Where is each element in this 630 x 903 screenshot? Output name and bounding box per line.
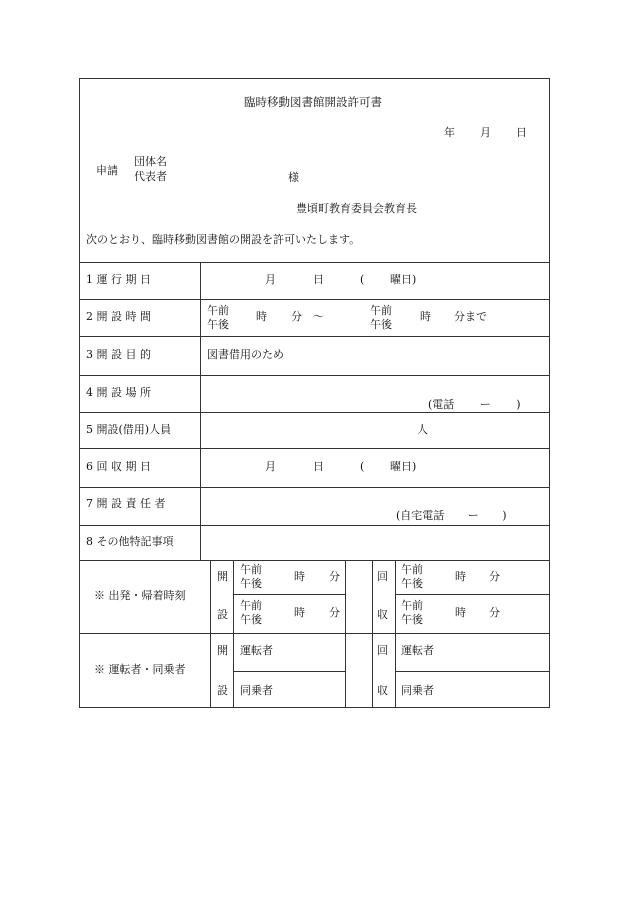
form-title: 臨時移動図書館開設許可書 xyxy=(244,95,382,109)
collect-return-hour: 時 xyxy=(455,606,466,619)
collect-depart-minute: 分 xyxy=(489,570,500,583)
operation-date-weekday: 曜日) xyxy=(390,273,417,286)
open-return-pm: 午後 xyxy=(240,613,262,626)
hours-start-pm: 午後 xyxy=(207,318,229,331)
departure-collect-char-1: 回 xyxy=(377,570,388,583)
hours-start-am: 午前 xyxy=(207,304,229,317)
purpose-label: 3 開 設 目 的 xyxy=(86,348,151,361)
collection-date-label: 6 回 収 期 日 xyxy=(86,460,151,473)
crew-collect-char-2: 収 xyxy=(377,684,388,697)
personnel-unit: 人 xyxy=(417,423,428,436)
hours-end-am: 午前 xyxy=(370,304,392,317)
open-depart-hour: 時 xyxy=(294,570,305,583)
date-day: 日 xyxy=(516,126,527,139)
date-year: 年 xyxy=(444,126,455,139)
collect-passenger-label: 同乗者 xyxy=(401,684,434,697)
hours-start-minute: 分 xyxy=(291,310,302,323)
hours-end-hour: 時 xyxy=(420,310,431,323)
collect-depart-hour: 時 xyxy=(455,570,466,583)
collect-return-pm: 午後 xyxy=(401,613,423,626)
hours-end-pm: 午後 xyxy=(370,318,392,331)
collect-return-am: 午前 xyxy=(401,599,423,612)
collection-date-paren: ( xyxy=(360,460,365,473)
hours-end-minute-until: 分まで xyxy=(454,310,487,323)
manager-home-phone: (自宅電話 ー ) xyxy=(396,509,507,522)
operation-date-label: 1 運 行 期 日 xyxy=(86,273,151,286)
date-month: 月 xyxy=(480,126,491,139)
operation-date-day: 日 xyxy=(313,273,324,286)
hours-start-hour: 時 xyxy=(256,310,267,323)
open-depart-minute: 分 xyxy=(329,570,340,583)
notes-label: 8 その他特記事項 xyxy=(86,535,174,548)
collection-date-month: 月 xyxy=(265,460,276,473)
operation-date-month: 月 xyxy=(265,273,276,286)
permit-form xyxy=(79,78,550,708)
collect-return-minute: 分 xyxy=(489,606,500,619)
purpose-value: 図書借用のため xyxy=(207,348,284,361)
operation-date-paren: ( xyxy=(360,273,365,286)
crew-label: ※ 運転者・同乗者 xyxy=(94,663,186,676)
hours-label: 2 開 設 時 間 xyxy=(86,310,151,323)
crew-open-char-2: 設 xyxy=(217,684,228,697)
collect-driver-label: 運転者 xyxy=(401,644,434,657)
crew-open-char-1: 開 xyxy=(217,644,228,657)
statement: 次のとおり、臨時移動図書館の開設を許可いたします。 xyxy=(86,233,361,246)
issuer: 豊頃町教育委員会教育長 xyxy=(296,202,417,215)
open-return-am: 午前 xyxy=(240,599,262,612)
open-depart-pm: 午後 xyxy=(240,577,262,590)
collection-date-weekday: 曜日) xyxy=(390,460,417,473)
departure-open-char-2: 設 xyxy=(217,608,228,621)
place-label: 4 開 設 場 所 xyxy=(86,386,151,399)
open-passenger-label: 同乗者 xyxy=(240,684,273,697)
group-name-label: 団体名 xyxy=(134,155,167,168)
applicant-label: 申請 xyxy=(96,164,118,177)
hours-tilde: ～ xyxy=(313,310,324,323)
open-return-hour: 時 xyxy=(294,606,305,619)
open-driver-label: 運転者 xyxy=(240,644,273,657)
collection-date-day: 日 xyxy=(313,460,324,473)
representative-label: 代表者 xyxy=(134,170,167,183)
collect-depart-pm: 午後 xyxy=(401,577,423,590)
departure-label: ※ 出発・帰着時刻 xyxy=(94,589,186,602)
place-phone: (電話 ー ) xyxy=(428,398,521,411)
departure-collect-char-2: 収 xyxy=(377,608,388,621)
honorific: 様 xyxy=(288,171,299,184)
open-return-minute: 分 xyxy=(329,606,340,619)
personnel-label: 5 開設(借用)人員 xyxy=(86,423,172,436)
crew-collect-char-1: 回 xyxy=(377,644,388,657)
departure-open-char-1: 開 xyxy=(217,570,228,583)
open-depart-am: 午前 xyxy=(240,563,262,576)
manager-label: 7 開 設 責 任 者 xyxy=(86,497,166,510)
collect-depart-am: 午前 xyxy=(401,563,423,576)
